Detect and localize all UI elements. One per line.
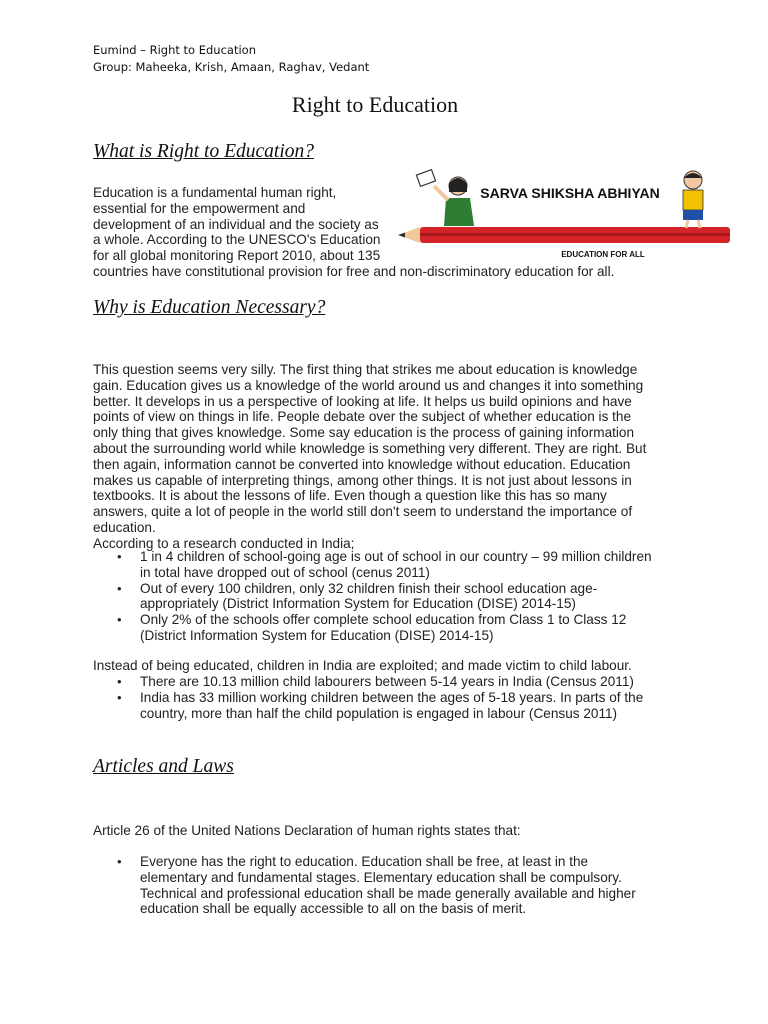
bullet-dot-icon: • <box>117 689 122 705</box>
bullet-dot-icon: • <box>117 612 122 628</box>
why-line: This question seems very silly. The first thing that strikes me about education is knowledge <box>93 362 638 377</box>
bullet-line: Out of every 100 children, only 32 children finish their school education age- <box>140 580 598 596</box>
pencil-graphic <box>398 227 730 243</box>
boy-shirt <box>683 190 703 210</box>
why-line: gain. Education gives us a knowledge of the world around us and changes it into something <box>93 377 644 393</box>
intro-last-line: countries have constitutional provision for free and non-discriminatory education for all. <box>93 264 615 279</box>
bullet-line: India has 33 million working children between the ages of 5-18 years. In parts of the <box>140 689 644 705</box>
section-heading-why-education: Why is Education Necessary? <box>93 297 326 318</box>
bullet-line: 1 in 4 children of school-going age is out of school in our country – 99 million children <box>140 549 652 564</box>
bullet-dot-icon: • <box>117 854 122 869</box>
why-line: then again, information cannot be converted into knowledge without education. Education <box>93 456 631 472</box>
girl-dress <box>444 198 474 226</box>
bullet-dot-icon: • <box>117 549 122 564</box>
bullet-dot-icon: • <box>117 580 122 596</box>
research-bullet-list <box>93 549 693 644</box>
document-header <box>93 42 369 75</box>
pencil-lead <box>398 233 405 238</box>
boy-figure <box>683 171 703 228</box>
intro-line: a whole. According to the UNESCO's Education <box>93 232 381 248</box>
list-item <box>93 674 693 690</box>
boy-shorts <box>683 210 703 220</box>
intro-line: development of an individual and the society as <box>93 216 379 232</box>
articles-intro: Article 26 of the United Nations Declaration of human rights states that: <box>93 823 521 838</box>
header-line-1: Eumind – Right to Education <box>93 43 256 57</box>
book-icon <box>416 170 435 187</box>
bullet-line: Everyone has the right to education. Education shall be free, at least in the <box>140 854 589 869</box>
page-title: Right to Education <box>291 92 459 117</box>
pencil-stripe <box>420 233 730 236</box>
logo-title: SARVA SHIKSHA ABHIYAN <box>480 185 660 201</box>
articles-bullet-list <box>93 854 693 917</box>
intro-paragraph <box>93 185 393 264</box>
list-item <box>93 581 693 613</box>
girl-figure <box>416 170 474 226</box>
section-heading-what-is-rte: What is Right to Education? <box>93 141 314 162</box>
bullet-dot-icon: • <box>117 674 122 689</box>
boy-leg <box>698 220 700 228</box>
list-item <box>93 854 693 917</box>
why-line: textbooks. It is about the lessons of life. Even though a question like this has so many <box>93 488 607 504</box>
labour-intro: Instead of being educated, children in India are exploited; and made victim to child labour. <box>93 658 632 673</box>
intro-line: essential for the empowerment and <box>93 200 306 216</box>
bullet-line: in total have dropped out of school (cenus 2011) <box>140 564 430 580</box>
why-line: only thing that gives knowledge. Some say education is the process of gaining information <box>93 425 635 441</box>
intro-line: Education is a fundamental human right, <box>93 185 337 200</box>
research-intro: According to a research conducted in India; <box>93 535 355 551</box>
boy-leg <box>686 220 688 228</box>
why-line: better. It develops in us a perspective of looking at life. It helps us build opinions and have <box>93 393 632 409</box>
logo-tagline: EDUCATION FOR ALL <box>561 250 645 258</box>
why-paragraph <box>93 362 693 552</box>
why-line: about the surrounding world while knowledge is something very different. They are right. But <box>93 440 647 456</box>
bullet-line: (District Information System for Education (DISE) 2014-15) <box>140 627 494 643</box>
intro-line: for all global monitoring Report 2010, about 135 <box>93 248 381 264</box>
bullet-line: Only 2% of the schools offer complete school education from Class 1 to Class 12 <box>140 612 627 628</box>
bullet-line: There are 10.13 million child labourers between 5-14 years in India (Census 2011) <box>140 674 634 689</box>
bullet-line: education shall be equally accessible to all on the basis of merit. <box>140 901 527 917</box>
bullet-line: Technical and professional education shall be made generally available and higher <box>140 885 636 901</box>
list-item <box>93 549 693 581</box>
why-line: points of view on things in life. People debate over the subject of whether education is the <box>93 409 632 425</box>
girl-arm <box>434 186 448 200</box>
list-item <box>93 612 693 644</box>
sarva-shiksha-abhiyan-logo <box>398 158 738 258</box>
why-line: makes us capable of interpreting things, among other things. It is not just about lessons in <box>93 472 632 488</box>
bullet-line: appropriately (District Information System for Education (DISE) 2014-15) <box>140 596 576 612</box>
labour-bullet-list <box>93 674 693 721</box>
section-heading-articles-laws: Articles and Laws <box>93 756 234 777</box>
why-line: education. <box>93 519 156 535</box>
why-line: answers, quite a lot of people in the world still don't seem to understand the importance of <box>93 504 633 520</box>
list-item <box>93 690 693 722</box>
header-line-2: Group: Maheeka, Krish, Amaan, Raghav, Vedant <box>93 59 370 74</box>
bullet-line: elementary and fundamental stages. Elementary education shall be compulsory. <box>140 869 622 885</box>
bullet-line: country, more than half the child population is engaged in labour (Census 2011) <box>140 705 618 721</box>
